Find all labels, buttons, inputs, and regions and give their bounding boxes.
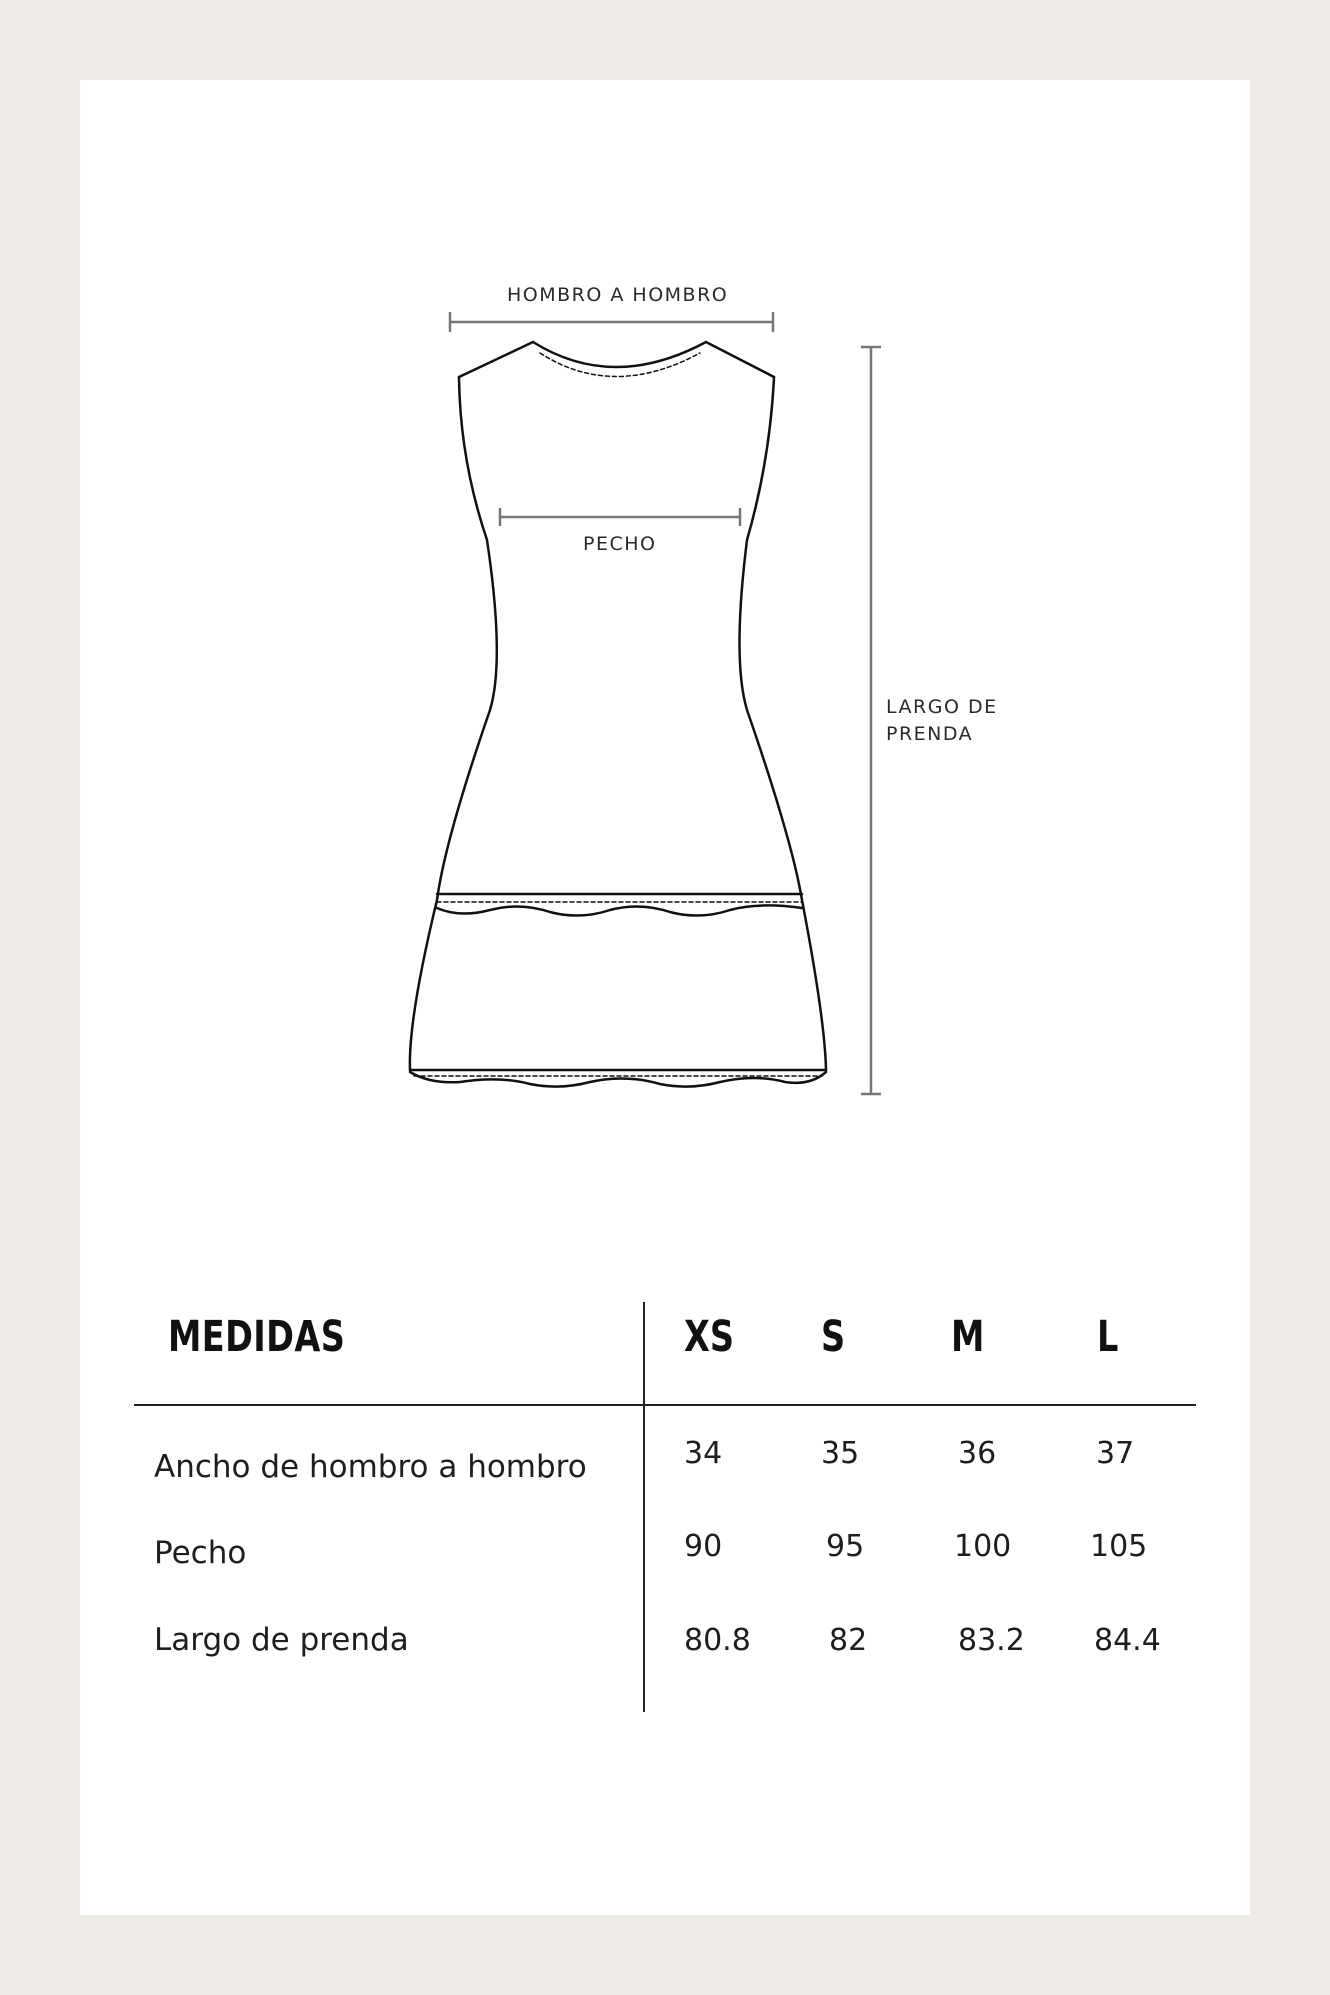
cell-shoulder-m: 36 <box>958 1436 997 1471</box>
row-label-chest: Pecho <box>154 1535 247 1571</box>
cell-chest-l: 105 <box>1090 1529 1148 1564</box>
size-guide-card <box>80 80 1250 1915</box>
shoulder-label: HOMBRO A HOMBRO <box>507 284 729 306</box>
column-divider <box>643 1302 645 1712</box>
header-divider <box>134 1404 1196 1406</box>
row-label-shoulder: Ancho de hombro a hombro <box>154 1449 587 1485</box>
cell-length-l: 84.4 <box>1094 1623 1161 1658</box>
table-title: MEDIDAS <box>168 1312 346 1362</box>
size-header-xs: XS <box>684 1312 735 1362</box>
cell-length-s: 82 <box>829 1623 868 1658</box>
size-table <box>80 80 1250 1915</box>
size-header-l: L <box>1097 1312 1119 1362</box>
cell-chest-s: 95 <box>826 1529 865 1564</box>
cell-shoulder-xs: 34 <box>684 1436 723 1471</box>
cell-shoulder-s: 35 <box>821 1436 860 1471</box>
size-header-s: S <box>821 1312 846 1362</box>
size-header-m: M <box>951 1312 985 1362</box>
cell-length-xs: 80.8 <box>684 1623 751 1658</box>
length-label: LARGO DE PRENDA <box>886 696 998 745</box>
chest-label: PECHO <box>583 533 657 555</box>
row-label-length: Largo de prenda <box>154 1622 409 1658</box>
cell-length-m: 83.2 <box>958 1623 1025 1658</box>
cell-chest-m: 100 <box>954 1529 1012 1564</box>
cell-chest-xs: 90 <box>684 1529 723 1564</box>
cell-shoulder-l: 37 <box>1096 1436 1135 1471</box>
